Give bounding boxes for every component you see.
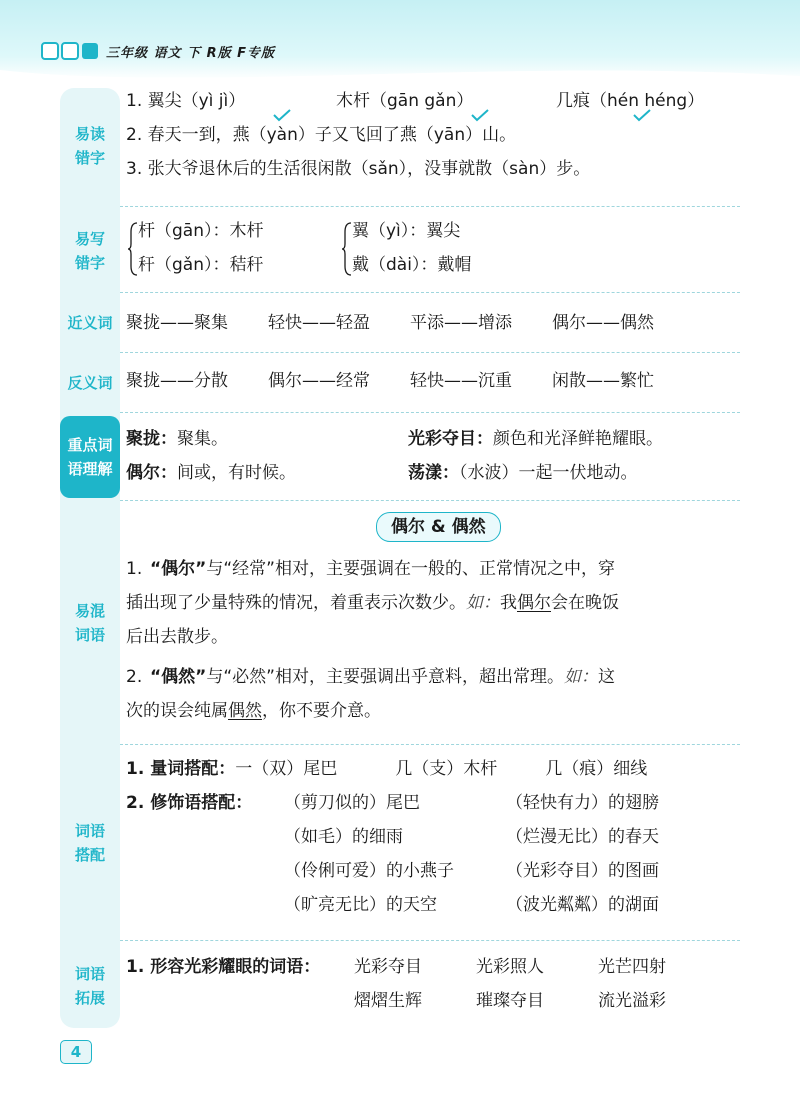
section-jinyi [60, 296, 740, 350]
list-item: 聚拢——聚集 轻快——轻盈 平添——增添 偶尔——偶然 [126, 313, 654, 333]
section-label: 近义词 [67, 314, 113, 332]
list-item: 聚拢——分散 偶尔——经常 轻快——沉重 闲散——繁忙 [126, 371, 654, 391]
section-label: 反义词 [67, 374, 113, 392]
section-content [126, 306, 740, 340]
list-item: （伶俐可爱）的小燕子 （光彩夺目）的图画 [284, 861, 659, 881]
list-item: 次的误会纯属 偶然 ，你不要介意。 [126, 701, 381, 721]
section-label: 易读 错字 [74, 125, 105, 167]
list-item: 1. 量词搭配： 一（双）尾巴 几（支）木杆 几（痕）细线 [126, 759, 648, 779]
divider [120, 206, 740, 207]
list-item: （旷亮无比）的天空 （波光粼粼）的湖面 [284, 895, 659, 915]
list-item: 秆（gǎn）：秸秆 戴（dài）：戴帽 [138, 255, 472, 275]
list-item: （如毛）的细雨 （烂漫无比）的春天 [284, 827, 659, 847]
section-zhongdian [60, 416, 740, 498]
check-icon [272, 108, 292, 122]
section-content [126, 84, 740, 186]
divider [120, 744, 740, 745]
list-item: 后出去散步。 [126, 627, 228, 647]
section-content [126, 364, 740, 398]
section-content [126, 552, 732, 728]
section-dapei [60, 748, 740, 938]
section-tuozhan [60, 944, 740, 1028]
list-item: 杆（gān）：木杆 翼（yì）：翼尖 [138, 221, 461, 241]
section-content [138, 214, 740, 282]
section-yixie [60, 210, 740, 292]
divider [120, 412, 740, 413]
comparison-title: 偶尔 & 偶然 [376, 512, 501, 542]
divider [120, 292, 740, 293]
section-yihun [60, 504, 740, 742]
list-item: 2. 修饰语搭配： （剪刀似的）尾巴 （轻快有力）的翅膀 [126, 793, 659, 813]
divider [120, 940, 740, 941]
list-item: 2. “偶然” 与“必然”相对，主要强调出乎意料，超出常理。 如： 这 [126, 667, 615, 687]
list-item: 聚拢：聚集。 光彩夺目：颜色和光泽鲜艳耀眼。 [126, 429, 663, 449]
check-icon [632, 108, 652, 122]
list-item: 1. 形容光彩耀眼的词语： 光彩夺目 光彩照人 光芒四射 [126, 957, 666, 977]
list-item: 偶尔：间或，有时候。 荡漾：（水波）一起一伏地动。 [126, 463, 638, 483]
list-item: 1. 翼尖（yì jì） 木杆（gān gǎn） 几痕（hén héng） [126, 91, 705, 111]
page-number: 4 [60, 1040, 92, 1064]
header-title: 三年级 语文 下 R版 F专版 [106, 45, 275, 61]
brand-logo-icon [40, 40, 100, 62]
divider [120, 352, 740, 353]
section-label: 易混 词语 [74, 602, 105, 644]
section-content [126, 752, 740, 922]
section-fanyi [60, 356, 740, 410]
section-content [126, 950, 740, 1018]
section-content [126, 422, 740, 490]
check-icon [470, 108, 490, 122]
section-label: 重点词 语理解 [60, 416, 120, 498]
list-item: 3. 张大爷退休后的生活很闲散（sǎn），没事就散（sàn）步。 [126, 159, 591, 179]
section-label: 易写 错字 [74, 230, 105, 272]
brace-icon [128, 222, 138, 276]
divider [120, 500, 740, 501]
list-item: 插出现了少量特殊的情况，着重表示次数少。 如： 我 偶尔 会在晚饭 [126, 593, 619, 613]
section-yidu [60, 88, 740, 204]
page-header [0, 0, 800, 80]
section-label: 词语 搭配 [74, 822, 105, 864]
list-item: 熠熠生辉 璀璨夺目 流光溢彩 [354, 991, 666, 1011]
section-label: 词语 拓展 [74, 965, 105, 1007]
list-item: 1. “偶尔” 与“经常”相对，主要强调在一般的、正常情况之中，穿 [126, 559, 615, 579]
brand [40, 40, 275, 62]
list-item: 2. 春天一到，燕（yàn）子又飞回了燕（yān）山。 [126, 125, 517, 145]
